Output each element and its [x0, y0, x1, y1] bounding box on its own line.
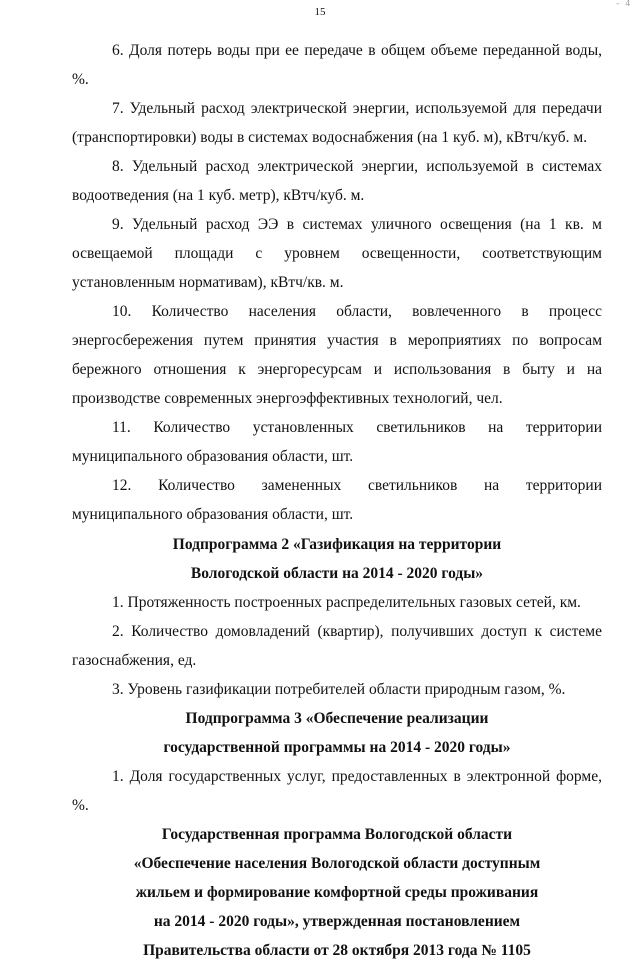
subprogram2-title-line2: Вологодской области на 2014 - 2020 годы»	[190, 565, 484, 582]
corner-mark: - 4	[616, 0, 632, 8]
state-program-title-line4: на 2014 - 2020 годы», утвержденная постановлением	[153, 913, 521, 930]
indicator-item-8: 8. Удельный расход электрической энергии, используемой в системах водоотведения (на 1 куб. метр), кВтч/куб. м.	[72, 158, 602, 204]
state-program-title-line5: Правительства области от 28 октября 2013 года № 1105	[143, 942, 531, 959]
state-program-title-line1: Государственная программа Вологодской области	[161, 826, 513, 843]
state-program-title-line2: «Обеспечение населения Вологодской области доступным	[133, 855, 541, 872]
page-number: 15	[314, 6, 326, 18]
indicator-item-6: 6. Доля потерь воды при ее передаче в общем объеме переданной воды, %.	[72, 42, 602, 88]
indicator-item-9: 9. Удельный расход ЭЭ в системах уличного освещения (на 1 кв. м освещаемой площади с уровнем освещенности, соответствующим установленным нормативам), кВтч/кв. м.	[72, 216, 602, 291]
document-body	[72, 36, 602, 965]
state-program-title-line3: жильем и формирование комфортной среды проживания	[135, 884, 539, 901]
subprogram3-item-1: 1. Доля государственных услуг, предоставленных в электронной форме, %.	[72, 768, 602, 814]
indicator-item-10: 10. Количество населения области, вовлеченного в процесс энергосбережения путем принятия участия в мероприятиях по вопросам бережного отношения к энергоресурсам и использования в быту и на производстве современных энергоэффективных технологий, чел.	[72, 303, 602, 407]
subprogram2-item-2: 2. Количество домовладений (квартир), получивших доступ к системе газоснабжения, ед.	[72, 623, 602, 669]
subprogram3-title-line1: Подпрограмма 3 «Обеспечение реализации	[185, 710, 489, 727]
indicator-item-11: 11. Количество установленных светильников на территории муниципального образования области, шт.	[72, 419, 602, 465]
subprogram2-item-3: 3. Уровень газификации потребителей области природным газом, %.	[112, 681, 566, 698]
indicator-item-7: 7. Удельный расход электрической энергии, используемой для передачи (транспортировки) воды в системах водоснабжения (на 1 куб. м), кВтч/куб. м.	[72, 100, 602, 146]
subprogram2-title-line1: Подпрограмма 2 «Газификация на территории	[172, 536, 502, 553]
indicator-item-12: 12. Количество замененных светильников на территории муниципального образования области, шт.	[72, 477, 602, 523]
subprogram3-title-line2: государственной программы на 2014 - 2020 годы»	[163, 739, 511, 756]
subprogram2-item-1: 1. Протяженность построенных распределительных газовых сетей, км.	[112, 594, 581, 611]
